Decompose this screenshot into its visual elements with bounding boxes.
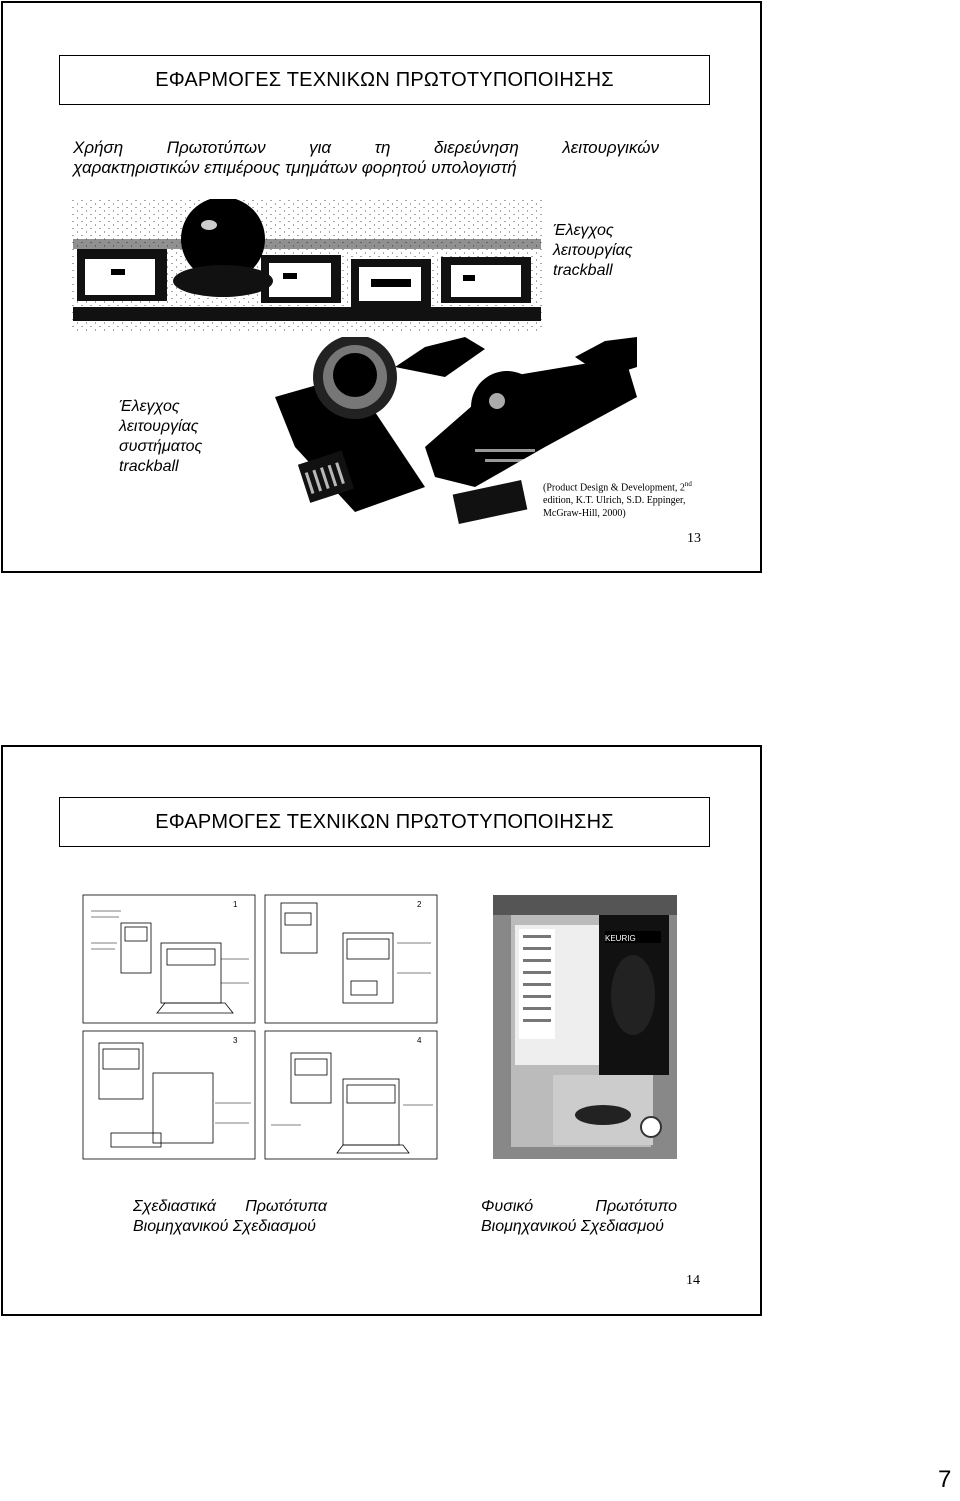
- sheet-page-number: 7: [938, 1466, 952, 1493]
- caption-line-2: Βιομηχανικού Σχεδιασμού: [133, 1218, 316, 1235]
- citation-line-1: (Product Design & Development, 2nd: [543, 480, 692, 494]
- brand-label: KEURIG: [605, 934, 636, 943]
- design-sketches: [81, 893, 443, 1163]
- word: Χρήση: [73, 138, 124, 157]
- caption-line-1: [133, 1197, 327, 1217]
- slide-title: ΕΦΑΡΜΟΓΕΣ ΤΕΧΝΙΚΩΝ ΠΡΩΤΟΤΥΠΟΠΟΙΗΣΗΣ: [59, 797, 710, 847]
- caption-line-2: Βιομηχανικού Σχεδιασμού: [481, 1218, 664, 1235]
- word: Πρωτοτύπων: [166, 138, 266, 157]
- sketch-number: 1: [233, 900, 238, 909]
- slide-page-number: 13: [687, 531, 701, 546]
- citation-line-2: edition, K.T. Ulrich, S.D. Eppinger,: [543, 495, 686, 507]
- intro-line-1: [73, 138, 659, 158]
- caption-line-1: [481, 1197, 677, 1217]
- caption-physical-prototype: [481, 1197, 677, 1237]
- physical-prototype-photo: [493, 895, 677, 1159]
- word: λειτουργικών: [562, 138, 659, 157]
- intro-line-2: χαρακτηριστικών επιμέρους τμημάτων φορητού υπολογιστή: [73, 158, 517, 177]
- caption-line: λειτουργίας: [119, 418, 199, 435]
- word: για: [309, 138, 332, 157]
- slide-title: ΕΦΑΡΜΟΓΕΣ ΤΕΧΝΙΚΩΝ ΠΡΩΤΟΤΥΠΟΠΟΙΗΣΗΣ: [59, 55, 710, 105]
- caption-line: trackball: [119, 458, 179, 475]
- caption-trackball-test: [553, 221, 633, 281]
- sketch-number: 3: [233, 1036, 238, 1045]
- caption-line: Έλεγχος: [119, 398, 180, 415]
- citation-line-3: McGraw-Hill, 2000): [543, 508, 626, 520]
- slide-14: [1, 745, 762, 1316]
- caption-line: λειτουργίας: [553, 242, 633, 259]
- word: Φυσικό: [481, 1198, 534, 1215]
- sketch-number: 4: [417, 1036, 422, 1045]
- caption-line: trackball: [553, 262, 613, 279]
- sketch-number: 2: [417, 900, 422, 909]
- citation: [543, 478, 692, 520]
- caption-line: Έλεγχος: [553, 222, 614, 239]
- caption-design-sketches: [133, 1197, 327, 1237]
- word: διερεύνηση: [433, 138, 519, 157]
- word: τη: [374, 138, 391, 157]
- trackball-buttons-photo: [71, 199, 543, 331]
- word: Σχεδιαστικά: [133, 1198, 217, 1215]
- word: Πρωτότυπα: [245, 1198, 327, 1215]
- slide-13: [1, 1, 762, 573]
- caption-line: συστήματος: [119, 438, 203, 455]
- slide-page-number: 14: [686, 1273, 700, 1288]
- word: Πρωτότυπο: [595, 1198, 677, 1215]
- intro-text: [73, 138, 659, 178]
- caption-trackball-system-test: [119, 397, 202, 477]
